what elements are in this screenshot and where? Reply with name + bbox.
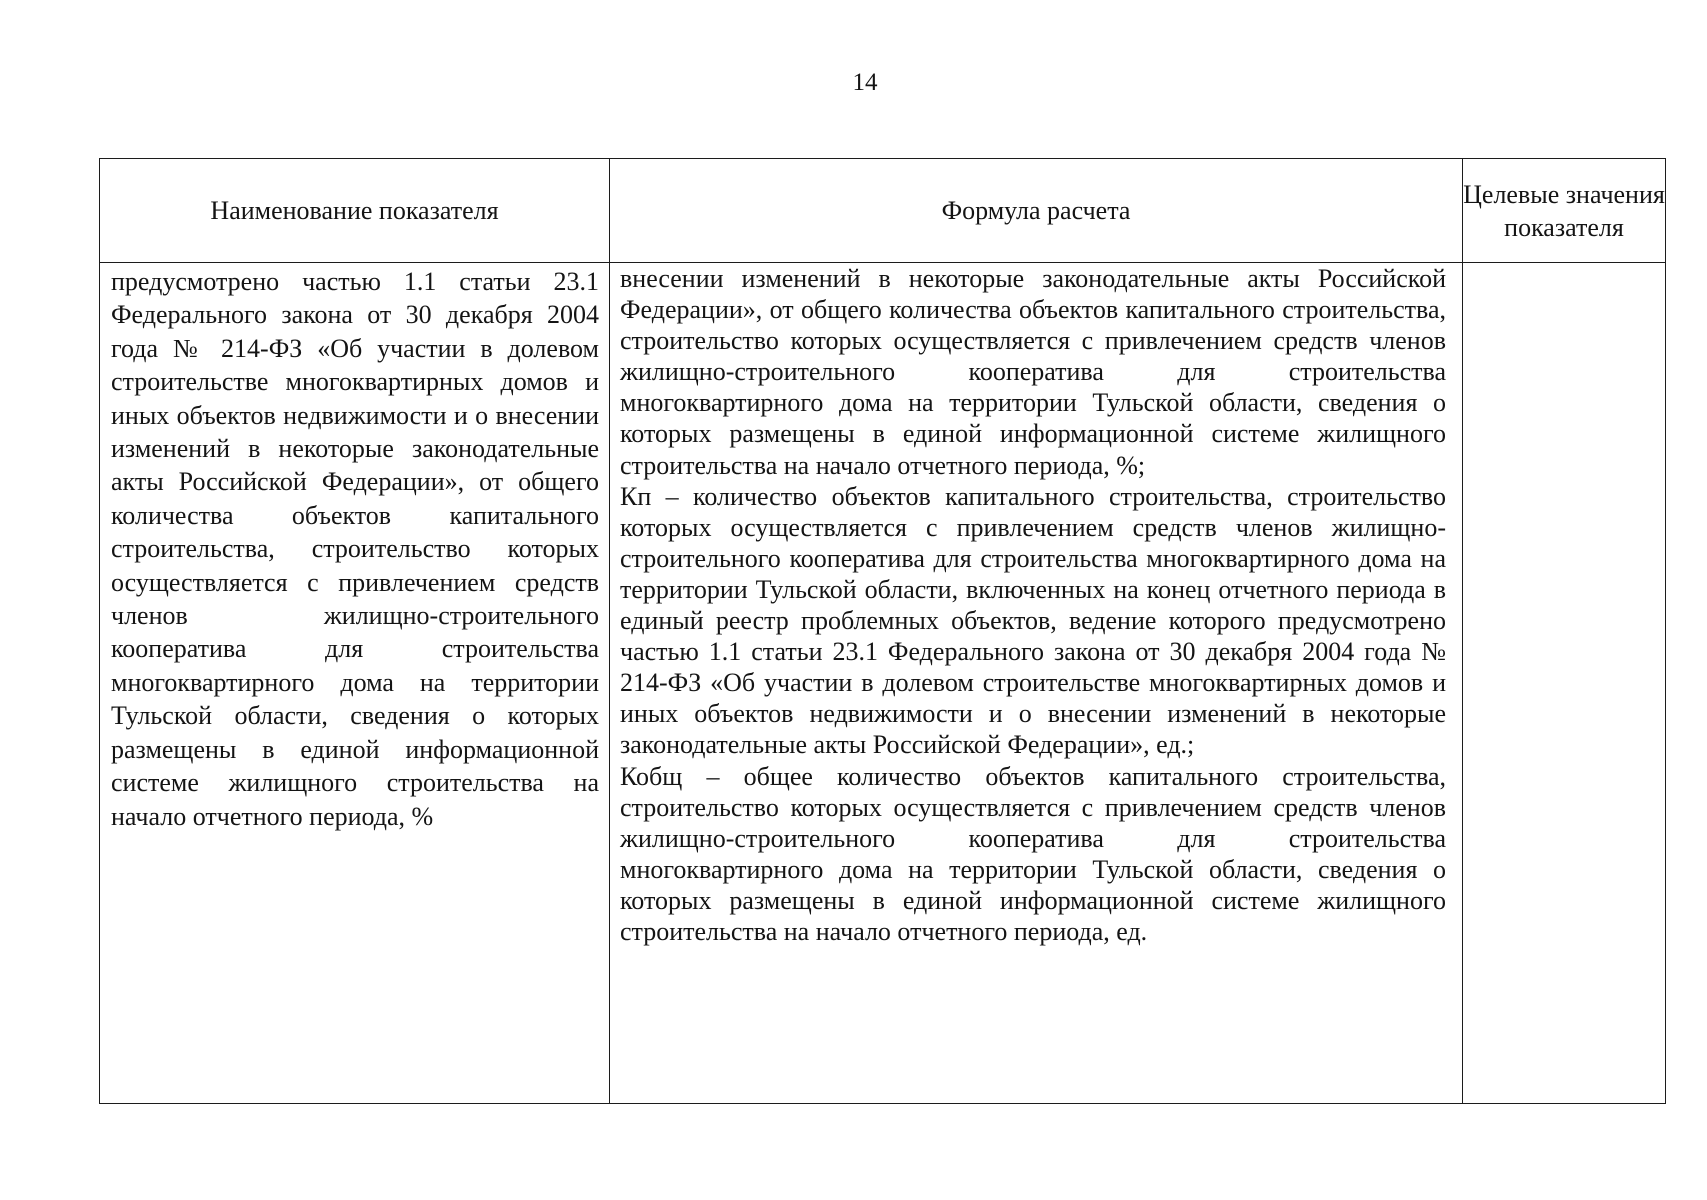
- header-target-values: Целевые значения показателя: [1463, 159, 1666, 263]
- formula-cell: [610, 263, 1463, 1104]
- header-indicator-name: Наименование показателя: [100, 159, 610, 263]
- header-formula: Формула расчета: [610, 159, 1463, 263]
- table-row: [100, 263, 1666, 1104]
- indicator-table: [99, 158, 1666, 1104]
- table-header-row: [100, 159, 1666, 263]
- indicator-name-cell: [100, 263, 610, 1104]
- page-number: 14: [852, 69, 878, 96]
- formula-paragraph-kobsch: Кобщ – общее количество объектов капитального строительства, строительство которых осуществляется с привлечением средств членов жилищно-строительного кооператива для строительства многоквартирного дома на территории Тульской области, сведения о которых размещены в единой информационной системе жилищного строительства на начало отчетного периода, ед.: [620, 761, 1446, 946]
- formula-paragraph: внесении изменений в некоторые законодательные акты Российской Федерации», от общего количества объектов капитального строительства, строительство которых осуществляется с привлечением средств членов жилищно-строительного кооператива для строительства многоквартирного дома на территории Тульской области, сведения о которых размещены в единой информационной системе жилищного строительства на начало отчетного периода, %;: [620, 264, 1446, 480]
- formula-text: [610, 263, 1462, 947]
- target-values-cell: [1463, 263, 1666, 1104]
- formula-paragraph-kp: Кп – количество объектов капитального строительства, строительство которых осуществляется с привлечением средств членов жилищно-строительного кооператива для строительства многоквартирного дома на территории Тульской области, включенных на конец отчетного периода в единый реестр проблемных объектов, ведение которого предусмотрено частью 1.1 статьи 23.1 Федерального закона от 30 декабря 2004 года № 214-ФЗ «Об участии в долевом строительстве многоквартирных домов и иных объектов недвижимости и о внесении изменений в некоторые законодательные акты Российской Федерации», ед.;: [620, 481, 1446, 760]
- indicator-name-text: предусмотрено частью 1.1 статьи 23.1 Федерального закона от 30 декабря 2004 года № 214-ФЗ «Об участии в долевом строительстве многоквартирных домов и иных объектов недвижимости и о внесении изменений в некоторые законодательные акты Российской Федерации», от общего количества объектов капитального строительства, строительство которых осуществляется с привлечением средств членов жилищно-строительного кооператива для строительства многоквартирного дома на территории Тульской области, сведения о которых размещены в единой информационной системе жилищного строительства на начало отчетного периода, %: [111, 267, 599, 831]
